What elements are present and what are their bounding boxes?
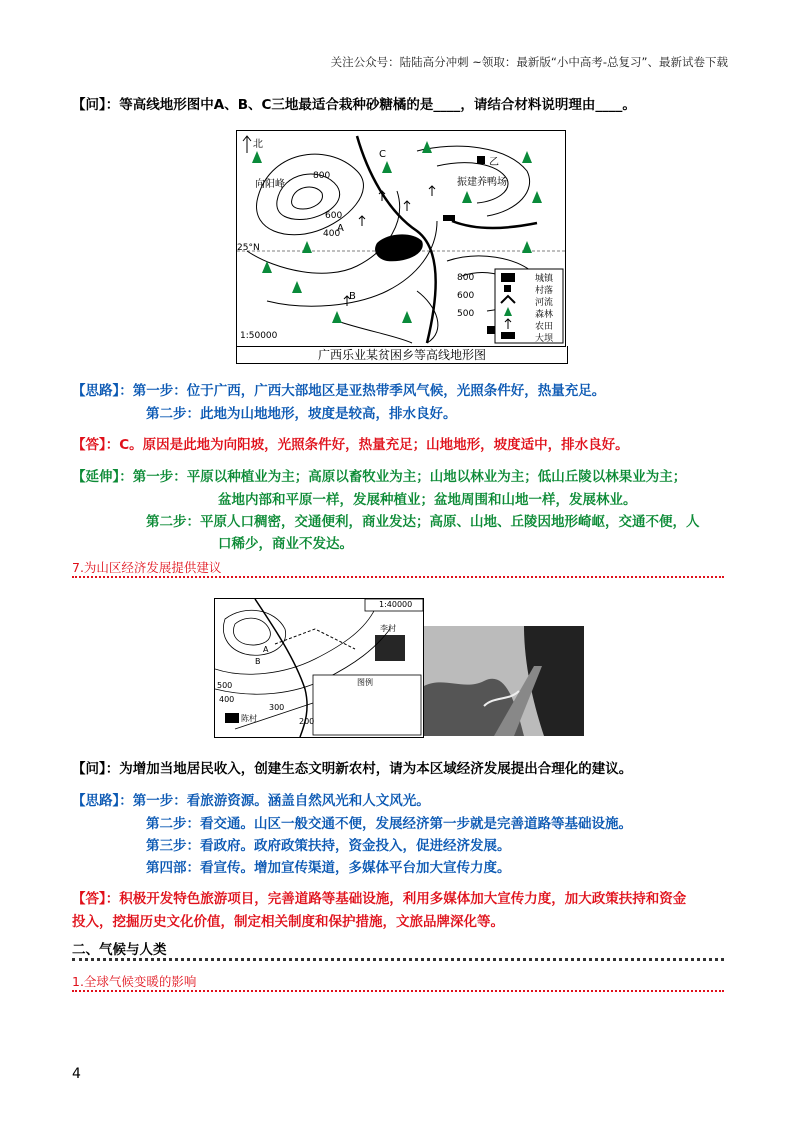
contour-600b-label: 600 bbox=[457, 291, 475, 301]
contour-400-label: 400 bbox=[323, 229, 341, 239]
farm-label: 振建养鸭场 bbox=[457, 177, 507, 188]
latitude-label: 25°N bbox=[237, 243, 260, 253]
map2-contour-400: 400 bbox=[219, 695, 235, 704]
legend-forest: 森林 bbox=[535, 310, 554, 320]
point-c-label: C bbox=[379, 149, 386, 160]
extend-line-3: 第二步：平原人口稠密，交通便利，商业发达；高原、山地、丘陵因地形崎岖，交通不便，人 bbox=[146, 514, 700, 530]
legend-town: 城镇 bbox=[535, 274, 554, 284]
question-tag: 【问】： bbox=[72, 97, 120, 113]
scale-label: 1:50000 bbox=[240, 331, 278, 341]
answer-2-line-1 bbox=[72, 889, 686, 909]
legend-village: 村落 bbox=[535, 286, 554, 296]
map2-legend-title: 图例 bbox=[357, 678, 373, 687]
section-7-heading bbox=[72, 558, 724, 578]
photo-svg bbox=[424, 626, 584, 736]
contour-map-1 bbox=[236, 130, 566, 347]
contour-800b-label: 800 bbox=[457, 273, 475, 283]
answer-2-line-2: 投入，挖掘历史文化价值，制定相关制度和保护措施，文旅品牌深化等。 bbox=[72, 914, 504, 930]
section-two-heading bbox=[72, 938, 724, 961]
thinking-2-line-2: 第二步：看交通。山区一般交通不便，发展经济第一步就是完善道路等基础设施。 bbox=[146, 816, 632, 832]
map2-scale: 1:40000 bbox=[379, 600, 413, 609]
section-1-heading bbox=[72, 972, 724, 992]
contour-500-label: 500 bbox=[457, 309, 475, 319]
legend-river: 河流 bbox=[535, 298, 554, 308]
extend-line-2: 盆地内部和平原一样，发展种植业；盆地周围和山地一样，发展林业。 bbox=[218, 492, 637, 508]
map2-village2: 陈村 bbox=[241, 714, 257, 723]
jia-label: 甲 bbox=[399, 239, 409, 250]
page-header: 关注公众号：陆陆高分冲刺 ~领取：最新版“小中高考-总复习”、最新试卷下载 bbox=[330, 55, 728, 69]
legend-farmland: 农田 bbox=[535, 322, 554, 332]
answer-text: C。原因是此地为向阳坡，光照条件好，热量充足；山地地形，坡度适中，排水良好。 bbox=[119, 437, 629, 453]
map2-contour-500: 500 bbox=[217, 681, 233, 690]
point-a-label: A bbox=[337, 223, 344, 234]
yi-label: 乙 bbox=[489, 157, 499, 168]
point-b-label: B bbox=[349, 291, 356, 302]
legend-dam: 大坝 bbox=[535, 334, 554, 344]
section-two-title: 二、气候与人类 bbox=[72, 942, 167, 958]
thinking-2-tag: 【思路】： bbox=[72, 793, 133, 809]
answer-2-text: 积极开发特色旅游项目，完善道路等基础设施，利用多媒体加大宣传力度，加大政策扶持和资金 bbox=[119, 891, 687, 907]
north-label: 北 bbox=[253, 139, 263, 150]
question-2 bbox=[72, 759, 632, 779]
section-7-title: 7.为山区经济发展提供建议 bbox=[72, 560, 222, 575]
peak-label: 向阳峰 bbox=[255, 179, 285, 190]
page-number: 4 bbox=[72, 1066, 81, 1082]
question-2-text: 为增加当地居民收入，创建生态文明新农村，请为本区域经济发展提出合理化的建议。 bbox=[119, 761, 633, 777]
extend-line-1 bbox=[72, 467, 686, 487]
contour-800-label: 800 bbox=[313, 171, 331, 181]
map2-point-b: B bbox=[255, 657, 261, 666]
answer-2-tag: 【答】： bbox=[72, 891, 120, 907]
extend-text: 第一步：平原以种植业为主；高原以畜牧业为主；山地以林业为主；低山丘陵以林果业为主； bbox=[132, 469, 687, 485]
thinking-tag: 【思路】： bbox=[72, 383, 133, 399]
thinking-2-step: 第一步：看旅游资源。涵盖自然风光和人文风光。 bbox=[132, 793, 430, 809]
thinking-2-line-4: 第四部：看宣传。增加宣传渠道，多媒体平台加大宣传力度。 bbox=[146, 860, 511, 876]
landscape-photo bbox=[424, 626, 584, 736]
question-2-tag: 【问】： bbox=[72, 761, 120, 777]
map2-contour-200: 200 bbox=[299, 717, 315, 726]
section-1-title: 1.全球气候变暖的影响 bbox=[72, 974, 197, 989]
question-text: 等高线地形图中A、B、C三地最适合栽种砂糖橘的是____，请结合材料说明理由____。 bbox=[119, 97, 636, 113]
extend-line-4: 口稀少，商业不发达。 bbox=[218, 536, 353, 552]
thinking-line-2: 第二步：此地为山地地形，坡度是较高，排水良好。 bbox=[146, 406, 457, 422]
thinking-line-1 bbox=[72, 381, 605, 401]
question-1 bbox=[72, 95, 636, 115]
extend-tag: 【延伸】： bbox=[72, 469, 133, 485]
map2-point-a: A bbox=[263, 645, 269, 654]
map2-village1: 李村 bbox=[380, 624, 396, 633]
map-caption: 广西乐业某贫困乡等高线地形图 bbox=[236, 346, 568, 364]
thinking-2-line-3: 第三步：看政府。政府政策扶持，资金投入，促进经济发展。 bbox=[146, 838, 511, 854]
thinking-step: 第一步：位于广西，广西大部地区是亚热带季风气候，光照条件好，热量充足。 bbox=[132, 383, 606, 399]
map2-contour-300: 300 bbox=[269, 703, 285, 712]
contour-map-2 bbox=[214, 598, 424, 738]
answer-tag: 【答】： bbox=[72, 437, 120, 453]
contour-600-label: 600 bbox=[325, 211, 343, 221]
answer-1 bbox=[72, 435, 629, 455]
thinking-2-line-1 bbox=[72, 791, 430, 811]
